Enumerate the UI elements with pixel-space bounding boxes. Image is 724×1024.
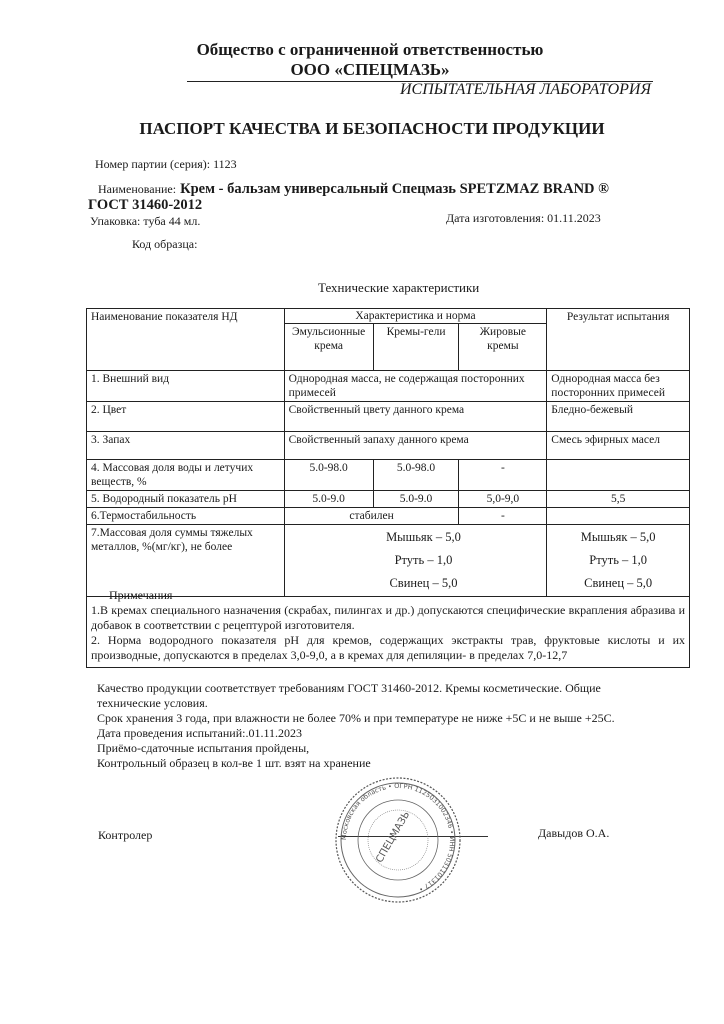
notes-title: Примечания	[109, 588, 173, 602]
table-title: Технические характеристики	[318, 280, 480, 295]
conclusion-line1: Качество продукции соответствует требованиям ГОСТ 31460-2012. Кремы косметические. Общие	[97, 681, 601, 695]
row4-result	[547, 460, 690, 491]
header-result: Результат испытания	[547, 309, 690, 371]
acceptance-tests: Приёмо-сдаточные испытания пройдены,	[97, 741, 310, 755]
org-name-line1: Общество с ограниченной ответственностью	[196, 40, 544, 59]
row7-result-arsenic: Мышьяк – 5,0	[580, 530, 656, 544]
row2-norm: Свойственный цвету данного крема	[284, 402, 547, 432]
row7-norm-lead: Свинец – 5,0	[389, 576, 458, 590]
row5-param: 5. Водородный показатель рН	[87, 491, 285, 508]
test-date: Дата проведения испытаний:.01.11.2023	[97, 726, 303, 740]
row2-param: 2. Цвет	[87, 402, 285, 432]
table-row	[87, 508, 690, 525]
row3-result: Смесь эфирных масел	[547, 432, 690, 460]
org-name-line2: ООО «СПЕЦМАЗЬ»	[290, 60, 450, 79]
stamp-center-text: СПЕЦМАЗЬ	[374, 809, 413, 865]
signature-role: Контролер	[98, 828, 153, 842]
row6-result	[547, 508, 690, 525]
packaging: Упаковка: туба 44 мл.	[90, 214, 201, 228]
subheader-fat: Жировые кремы	[459, 324, 547, 371]
row6-norm: стабилен	[284, 508, 459, 525]
row6-fat: -	[459, 508, 547, 525]
note-2: 2. Норма водородного показателя рН для кремов, содержащих экстракты трав, фруктовые кислоты и их производные, допускаются в пределах 3,0-9,0, а в кремах для депиляции- в пределах 7,0-12,7	[91, 633, 685, 662]
row2-result: Бледно-бежевый	[547, 402, 690, 432]
conclusion-line2: технические условия.	[97, 696, 208, 710]
control-sample: Контрольный образец в кол-ве 1 шт. взят на хранение	[97, 756, 371, 770]
table-row	[87, 402, 690, 432]
signature-name: Давыдов О.А.	[538, 826, 610, 840]
product-name-row	[98, 180, 609, 198]
table-row	[87, 460, 690, 491]
sample-code: Код образца:	[132, 237, 198, 251]
row7-norm	[284, 525, 547, 597]
company-stamp	[333, 775, 463, 905]
table-row	[87, 371, 690, 402]
gost-standard: ГОСТ 31460-2012	[88, 197, 203, 213]
row5-result: 5,5	[547, 491, 690, 508]
table-row	[87, 432, 690, 460]
stamp-ring-text: Московская область • ОГРН 1125031002346 • ИНН 5031101317 •	[339, 781, 457, 894]
row7-result-mercury: Ртуть – 1,0	[589, 553, 648, 567]
row7-param: 7.Массовая доля суммы тяжелых металлов, %(мг/кг), не более	[87, 525, 285, 597]
row7-result	[547, 525, 690, 597]
header-param: Наименование показателя НД	[87, 309, 285, 371]
manufacture-date: Дата изготовления: 01.11.2023	[446, 211, 601, 225]
table-header-row	[87, 309, 690, 324]
row3-param: 3. Запах	[87, 432, 285, 460]
row1-result: Однородная масса без посторонних примесей	[547, 371, 690, 402]
subheader-emulsion: Эмульсионные крема	[284, 324, 373, 371]
lab-name: ИСПЫТАТЕЛЬНАЯ ЛАБОРАТОРИЯ	[399, 81, 651, 98]
row4-gel: 5.0-98.0	[373, 460, 459, 491]
table-row	[87, 491, 690, 508]
row5-gel: 5.0-9.0	[373, 491, 459, 508]
row1-param: 1. Внешний вид	[87, 371, 285, 402]
document-title: ПАСПОРТ КАЧЕСТВА И БЕЗОПАСНОСТИ ПРОДУКЦИИ	[139, 119, 605, 138]
row7-result-lead: Свинец – 5,0	[584, 576, 653, 590]
subheader-gel: Кремы-гели	[373, 324, 459, 371]
product-name-label: Наименование:	[98, 182, 177, 196]
shelf-life: Срок хранения 3 года, при влажности не более 70% и при температуре не ниже +5С и не выше +25С.	[97, 711, 615, 725]
notes-box	[86, 588, 690, 668]
row6-param: 6.Термостабильность	[87, 508, 285, 525]
product-name-value: Крем - бальзам универсальный Спецмазь SPETZMAZ BRAND ®	[180, 181, 609, 197]
row7-norm-mercury: Ртуть – 1,0	[394, 553, 453, 567]
row5-fat: 5,0-9,0	[459, 491, 547, 508]
row5-emulsion: 5.0-9.0	[284, 491, 373, 508]
header-norm: Характеристика и норма	[284, 309, 547, 324]
row3-norm: Свойственный запаху данного крема	[284, 432, 547, 460]
characteristics-table	[86, 308, 690, 597]
row4-emulsion: 5.0-98.0	[284, 460, 373, 491]
table-row	[87, 525, 690, 597]
row7-norm-arsenic: Мышьяк – 5,0	[386, 530, 461, 544]
row4-param: 4. Массовая доля воды и летучих веществ, %	[87, 460, 285, 491]
row1-norm: Однородная масса, не содержащая посторонних примесей	[284, 371, 547, 402]
batch-number: Номер партии (серия): 1123	[95, 157, 237, 171]
note-1: 1.В кремах специального назначения (скрабах, пилингах и др.) допускаются специфические вкрапления абразива и добавок в соответствии с рецептурой изготовителя.	[91, 603, 685, 632]
row4-fat: -	[459, 460, 547, 491]
